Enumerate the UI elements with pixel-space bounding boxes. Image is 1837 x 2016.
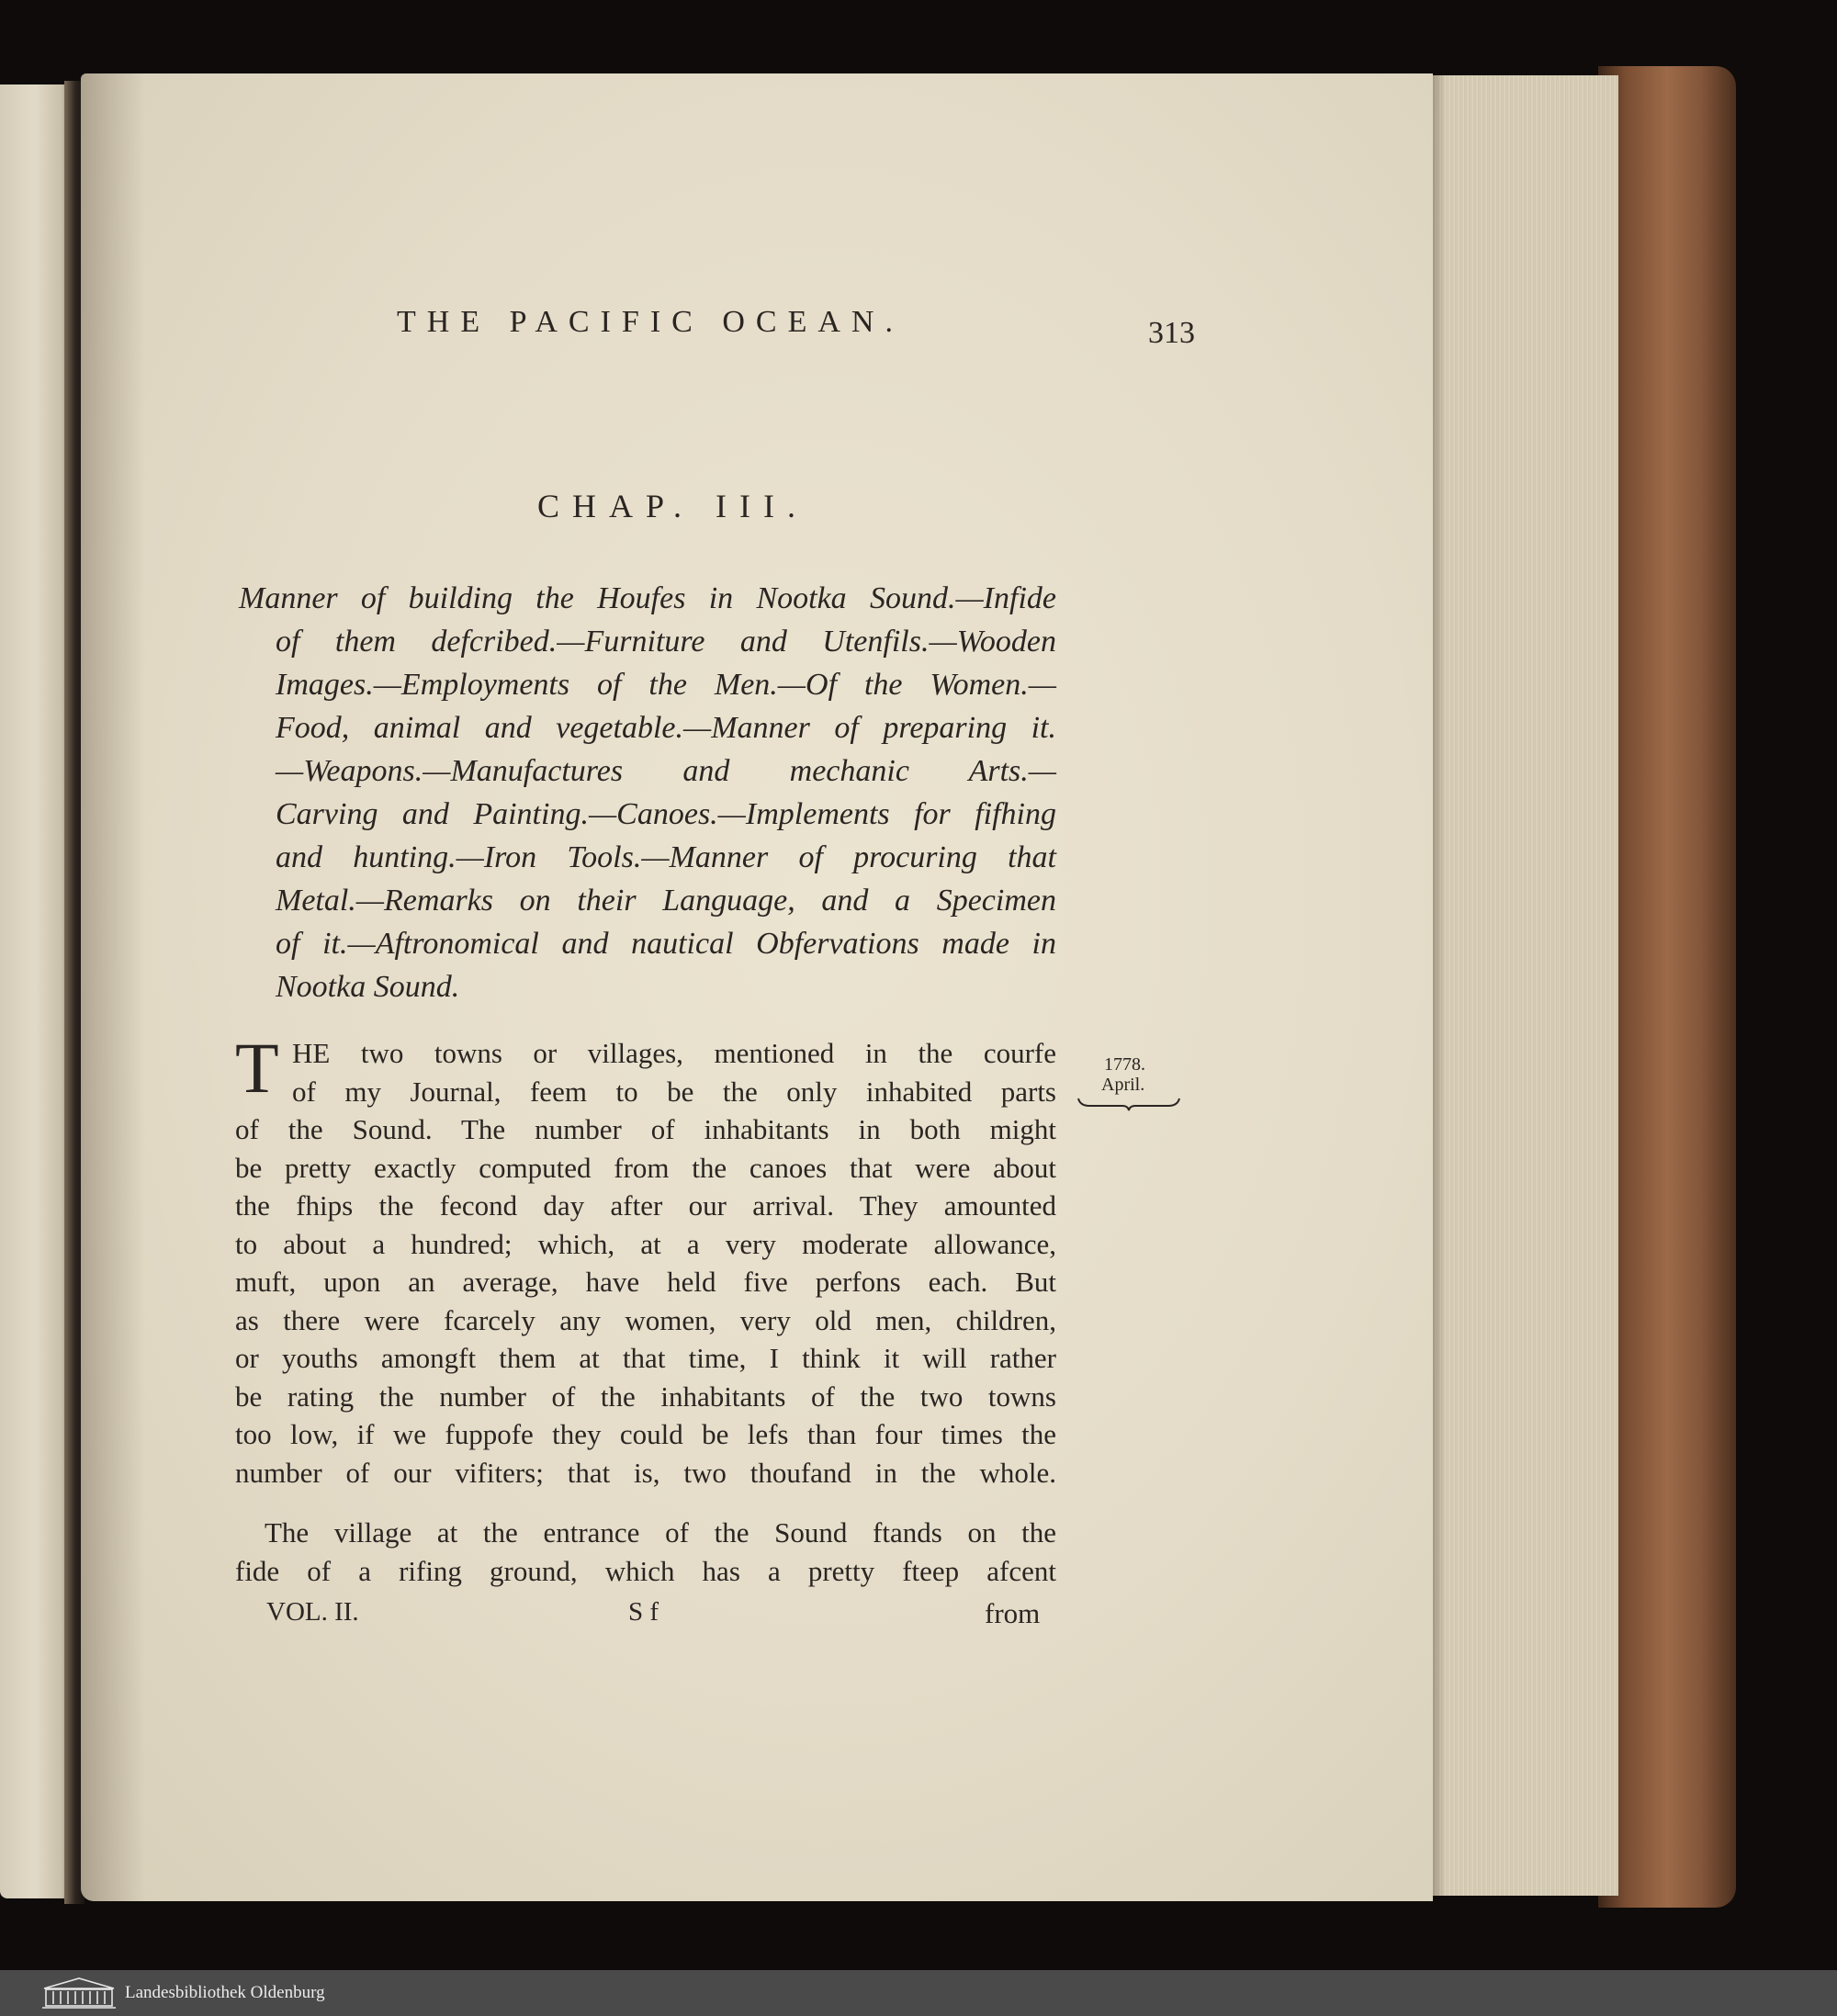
paragraph-2 — [235, 1514, 1056, 1590]
page-number: 313 — [1148, 316, 1195, 350]
library-building-icon — [40, 1976, 118, 2010]
chapter-summary — [239, 577, 1056, 1008]
drop-cap: T — [235, 1028, 279, 1108]
text-line: be rating the number of the inhabitants of the two towns — [235, 1380, 1056, 1413]
summary-line: Images.—Employments of the Men.—Of the Women.— — [276, 668, 1056, 702]
paragraph-1 — [235, 1028, 1056, 1492]
text-line: The village at the entrance of the Sound ftands on the — [265, 1516, 1056, 1549]
text-line: of the Sound. The number of inhabitants in both might — [235, 1113, 1056, 1145]
summary-line: of it.—Aftronomical and nautical Obfervations made in — [276, 927, 1056, 961]
text-line: the fhips the fecond day after our arrival. They amounted — [235, 1189, 1056, 1222]
text-line: fide of a rifing ground, which has a pretty fteep afcent — [235, 1554, 1056, 1587]
running-head: THE PACIFIC OCEAN. — [397, 305, 904, 339]
text-line: as there were fcarcely any women, very old men, children, — [235, 1303, 1056, 1336]
summary-line: and hunting.—Iron Tools.—Manner of procuring that — [276, 840, 1056, 874]
summary-line: Carving and Painting.—Canoes.—Implements for fifhing — [276, 797, 1056, 831]
text-line: muft, upon an average, have held five perfons each. But — [235, 1266, 1056, 1298]
catchword: from — [985, 1597, 1041, 1629]
summary-line: Metal.—Remarks on their Language, and a Specimen — [276, 884, 1056, 918]
chapter-heading: CHAP. III. — [537, 488, 809, 524]
text-line: be pretty exactly computed from the canoes that were about — [235, 1151, 1056, 1184]
leather-cover — [1598, 66, 1736, 1908]
text-line: to about a hundred; which, at a very moderate allowance, — [235, 1227, 1056, 1260]
text-line: of my Journal, feem to be the only inhabited parts — [292, 1075, 1056, 1108]
text-line: number of our vifiters; that is, two thoufand in the whole. — [235, 1456, 1056, 1489]
text-line: too low, if we fuppofe they could be lefs than four times the — [235, 1418, 1056, 1450]
summary-line: —Weapons.—Manufactures and mechanic Arts.— — [276, 754, 1056, 788]
summary-line: Food, animal and vegetable.—Manner of preparing it. — [276, 711, 1056, 745]
gathering-signature: S f — [628, 1597, 659, 1627]
page-block-edges — [1433, 75, 1618, 1896]
brace-icon — [1076, 1097, 1181, 1111]
marginal-year: 1778. — [1104, 1054, 1145, 1075]
marginal-month: April. — [1101, 1075, 1145, 1095]
summary-line: Nootka Sound. — [276, 970, 460, 1004]
footer-label: Landesbibliothek Oldenburg — [125, 1983, 325, 2002]
text-line: or youths amongft them at that time, I think it will rather — [235, 1342, 1056, 1374]
text-line: HE two towns or villages, mentioned in the courfe — [292, 1037, 1056, 1069]
volume-signature: VOL. II. — [266, 1597, 359, 1627]
footer-bar — [0, 1970, 1837, 2016]
summary-line: Manner of building the Houfes in Nootka Sound.—Infide — [239, 581, 1056, 615]
summary-line: of them defcribed.—Furniture and Utenfils.—Wooden — [276, 625, 1056, 659]
